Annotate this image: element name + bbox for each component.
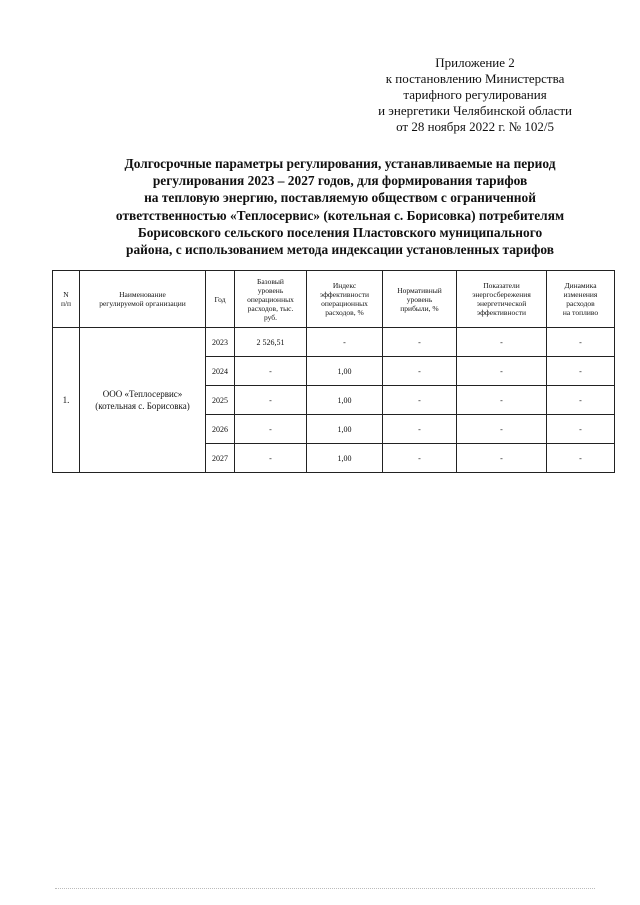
title-line: Долгосрочные параметры регулирования, устанавливаемые на период (124, 156, 556, 171)
header-efficiency-index: Индекс эффективности операционных расходов, % (307, 271, 383, 328)
normative-profit-cell: - (383, 415, 457, 444)
row-number: 1. (53, 328, 80, 473)
year-cell: 2024 (206, 357, 235, 386)
normative-profit-cell: - (383, 357, 457, 386)
energy-saving-cell: - (457, 386, 547, 415)
year-cell: 2023 (206, 328, 235, 357)
document-title (60, 155, 620, 258)
parameters-table (52, 270, 615, 473)
title-line: ответственностью «Теплосервис» (котельная с. Борисовка) потребителям (115, 207, 565, 223)
organization-cell: ООО «Теплосервис» (котельная с. Борисовка) (80, 328, 206, 473)
base-opex-cell: - (235, 357, 307, 386)
appendix-block (378, 55, 572, 135)
energy-saving-cell: - (457, 328, 547, 357)
fuel-dynamics-cell: - (547, 415, 615, 444)
efficiency-index-cell: - (307, 328, 383, 357)
header-energy-saving: Показатели энергосбережения энергетической эффективности (457, 271, 547, 328)
appendix-line: и энергетики Челябинской области (378, 103, 572, 118)
normative-profit-cell: - (383, 328, 457, 357)
scan-artifact-line (55, 888, 595, 890)
year-cell: 2026 (206, 415, 235, 444)
header-base-opex: Базовый уровень операционных расходов, тыс. руб. (235, 271, 307, 328)
header-organization: Наименование регулируемой организации (80, 271, 206, 328)
year-cell: 2025 (206, 386, 235, 415)
header-year: Год (206, 271, 235, 328)
year-cell: 2027 (206, 444, 235, 473)
table-row (53, 328, 615, 357)
normative-profit-cell: - (383, 386, 457, 415)
energy-saving-cell: - (457, 415, 547, 444)
efficiency-index-cell: 1,00 (307, 386, 383, 415)
efficiency-index-cell: 1,00 (307, 444, 383, 473)
base-opex-cell: 2 526,51 (235, 328, 307, 357)
efficiency-index-cell: 1,00 (307, 415, 383, 444)
fuel-dynamics-cell: - (547, 386, 615, 415)
header-number: N п/п (53, 271, 80, 328)
base-opex-cell: - (235, 386, 307, 415)
energy-saving-cell: - (457, 444, 547, 473)
appendix-line: тарифного регулирования (403, 87, 547, 102)
appendix-line: к постановлению Министерства (385, 71, 565, 86)
appendix-line: от 28 ноября 2022 г. № 102/5 (396, 119, 554, 134)
header-normative-profit: Нормативный уровень прибыли, % (383, 271, 457, 328)
base-opex-cell: - (235, 415, 307, 444)
header-fuel-dynamics: Динамика изменения расходов на топливо (547, 271, 615, 328)
fuel-dynamics-cell: - (547, 357, 615, 386)
efficiency-index-cell: 1,00 (307, 357, 383, 386)
title-line: Борисовского сельского поселения Пластовского муниципального (137, 224, 543, 240)
fuel-dynamics-cell: - (547, 328, 615, 357)
normative-profit-cell: - (383, 444, 457, 473)
title-line: на тепловую энергию, поставляемую обществом с ограниченной (144, 190, 536, 206)
title-line: регулирования 2023 – 2027 годов, для формирования тарифов (152, 173, 528, 189)
base-opex-cell: - (235, 444, 307, 473)
fuel-dynamics-cell: - (547, 444, 615, 473)
energy-saving-cell: - (457, 357, 547, 386)
appendix-line: Приложение 2 (435, 55, 515, 70)
table-header-row (53, 271, 615, 328)
title-line: района, с использованием метода индексации установленных тарифов (126, 242, 554, 258)
